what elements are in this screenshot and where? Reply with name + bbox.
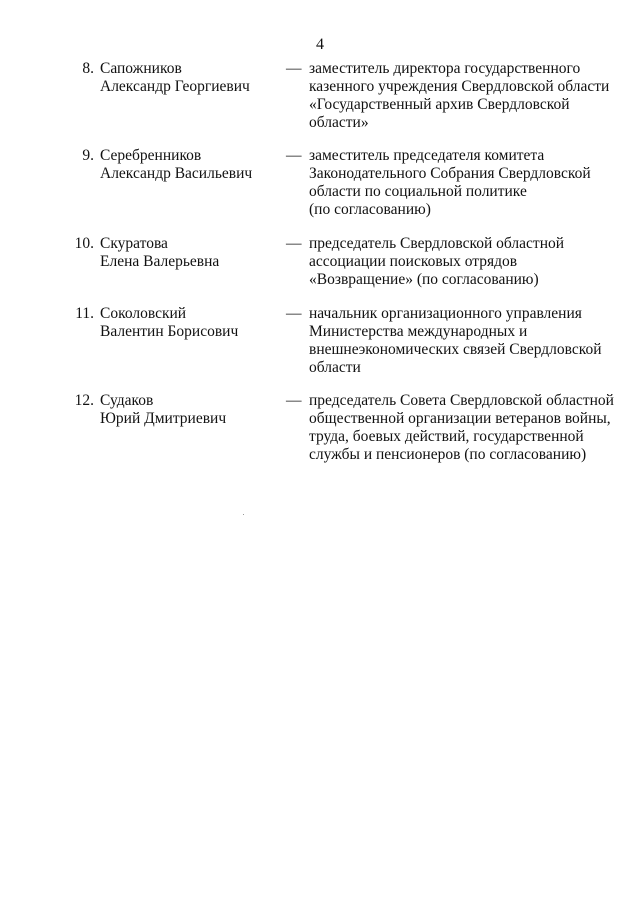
- position-description: [309, 60, 629, 132]
- description-line: заместитель председателя комитета: [309, 147, 545, 164]
- page-number: 4: [316, 36, 324, 53]
- entry-number: 10.: [74, 235, 94, 252]
- description-line: ассоциации поисковых отрядов: [309, 253, 518, 270]
- dash-separator: —: [286, 235, 302, 252]
- given-names: Александр Георгиевич: [100, 78, 250, 95]
- surname: Скуратова: [100, 235, 168, 252]
- entry-number: 11.: [75, 305, 94, 322]
- description-line: труда, боевых действий, государственной: [309, 428, 584, 445]
- given-names: Юрий Дмитриевич: [100, 410, 227, 427]
- scan-speck: [243, 514, 244, 515]
- description-line: «Государственный архив Свердловской: [309, 96, 570, 113]
- given-names: Елена Валерьевна: [100, 253, 220, 270]
- surname: Серебренников: [100, 147, 202, 164]
- entry-number: 12.: [74, 392, 94, 409]
- description-line: «Возвращение» (по согласованию): [309, 271, 539, 288]
- description-line: общественной организации ветеранов войны,: [309, 410, 611, 427]
- dash-separator: —: [286, 392, 302, 409]
- entry-number: 9.: [82, 147, 94, 164]
- description-line: службы и пенсионеров (по согласованию): [309, 446, 587, 463]
- given-names: Валентин Борисович: [100, 323, 239, 340]
- description-line: (по согласованию): [309, 201, 431, 218]
- surname: Соколовский: [100, 305, 187, 322]
- description-line: области: [309, 359, 361, 376]
- person-name: [100, 392, 226, 428]
- description-line: Министерства международных и: [309, 323, 528, 340]
- description-line: области»: [309, 114, 369, 131]
- person-name: [100, 235, 219, 271]
- position-description: [309, 392, 629, 464]
- person-name: [100, 147, 252, 183]
- description-line: председатель Свердловской областной: [309, 235, 565, 252]
- description-line: казенного учреждения Свердловской области: [309, 78, 610, 95]
- position-description: [309, 147, 629, 219]
- description-line: заместитель директора государственного: [309, 60, 581, 77]
- given-names: Александр Васильевич: [100, 165, 253, 182]
- entry-number: 8.: [82, 60, 94, 77]
- description-line: внешнеэкономических связей Свердловской: [309, 341, 602, 358]
- person-name: [100, 305, 238, 341]
- position-description: [309, 305, 629, 377]
- dash-separator: —: [286, 305, 302, 322]
- position-description: [309, 235, 629, 289]
- dash-separator: —: [286, 60, 302, 77]
- description-line: председатель Совета Свердловской областной: [309, 392, 614, 409]
- description-line: начальник организационного управления: [309, 305, 582, 322]
- person-name: [100, 60, 250, 96]
- description-line: области по социальной политике: [309, 183, 527, 200]
- surname: Судаков: [100, 392, 154, 409]
- surname: Сапожников: [100, 60, 182, 77]
- dash-separator: —: [286, 147, 302, 164]
- description-line: Законодательного Собрания Свердловской: [309, 165, 591, 182]
